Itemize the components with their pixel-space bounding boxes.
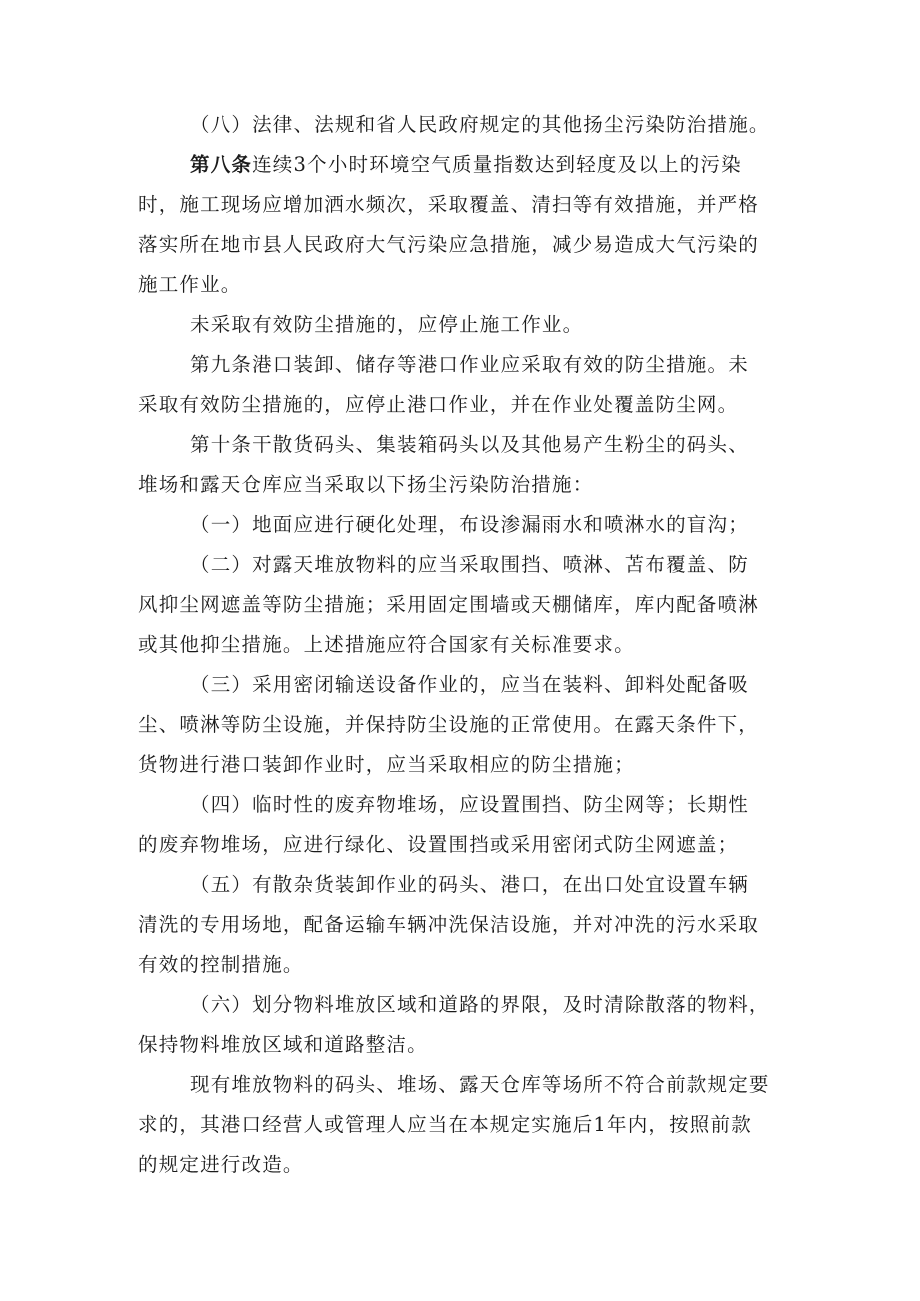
paragraph-line: 的废弃物堆场，应进行绿化、设置围挡或采用密闭式防尘网遮盖； — [138, 833, 739, 856]
paragraph-line: （五）有散杂货装卸作业的码头、港口，在出口处宜设置车辆 — [190, 873, 749, 896]
paragraph-line: 第十条干散货码头、集装箱码头以及其他易产生粉尘的码头、 — [190, 433, 749, 456]
paragraph-line: 清洗的专用场地，配备运输车辆冲洗保洁设施，并对冲洗的污水采取 — [138, 913, 760, 936]
article-heading: 第八条 — [190, 153, 253, 176]
paragraph-line: 时，施工现场应增加洒水频次，采取覆盖、清扫等有效措施，并严格 — [138, 193, 760, 216]
paragraph-line: 或其他抑尘措施。上述措施应符合国家有关标准要求。 — [138, 633, 635, 656]
paragraph-line: （三）采用密闭输送设备作业的，应当在装料、卸料处配备吸 — [190, 673, 749, 696]
paragraph-line: （一）地面应进行硬化处理，布设渗漏雨水和喷淋水的盲沟； — [190, 513, 749, 536]
paragraph-line: （四）临时性的废弃物堆场，应设置围挡、防尘网等；长期性 — [190, 793, 749, 816]
paragraph-line: （六）划分物料堆放区域和道路的界限，及时清除散落的物料， — [190, 993, 770, 1016]
paragraph-line: 落实所在地市县人民政府大气污染应急措施，减少易造成大气污染的 — [138, 233, 760, 256]
paragraph-line: 有效的控制措施。 — [138, 953, 304, 976]
paragraph-line: 第八条连续3个小时环境空气质量指数达到轻度及以上的污染 — [190, 153, 742, 176]
paragraph-line: 货物进行港口装卸作业时，应当采取相应的防尘措施； — [138, 753, 635, 776]
paragraph-line: 尘、喷淋等防尘设施，并保持防尘设施的正常使用。在露天条件下， — [138, 713, 760, 736]
paragraph-line: 风抑尘网遮盖等防尘措施；采用固定围墙或天棚储库，库内配备喷淋 — [138, 593, 760, 616]
paragraph-line: 未采取有效防尘措施的，应停止施工作业。 — [190, 313, 584, 336]
paragraph-line: 第九条港口装卸、储存等港口作业应采取有效的防尘措施。未 — [190, 353, 749, 376]
paragraph-line: 施工作业。 — [138, 273, 242, 296]
paragraph-line: 的规定进行改造。 — [138, 1153, 304, 1176]
paragraph-line: （八）法律、法规和省人民政府规定的其他扬尘污染防治措施。 — [190, 113, 770, 136]
paragraph-line: 堆场和露天仓库应当采取以下扬尘污染防治措施： — [138, 473, 594, 496]
paragraph-line: 保持物料堆放区域和道路整洁。 — [138, 1033, 428, 1056]
paragraph-line: 现有堆放物料的码头、堆场、露天仓库等场所不符合前款规定要 — [190, 1073, 770, 1096]
paragraph-line: （二）对露天堆放物料的应当采取围挡、喷淋、苫布覆盖、防 — [190, 553, 749, 576]
paragraph-line: 采取有效防尘措施的，应停止港口作业，并在作业处覆盖防尘网。 — [138, 393, 739, 416]
paragraph-line: 求的，其港口经营人或管理人应当在本规定实施后1年内，按照前款 — [138, 1113, 752, 1136]
